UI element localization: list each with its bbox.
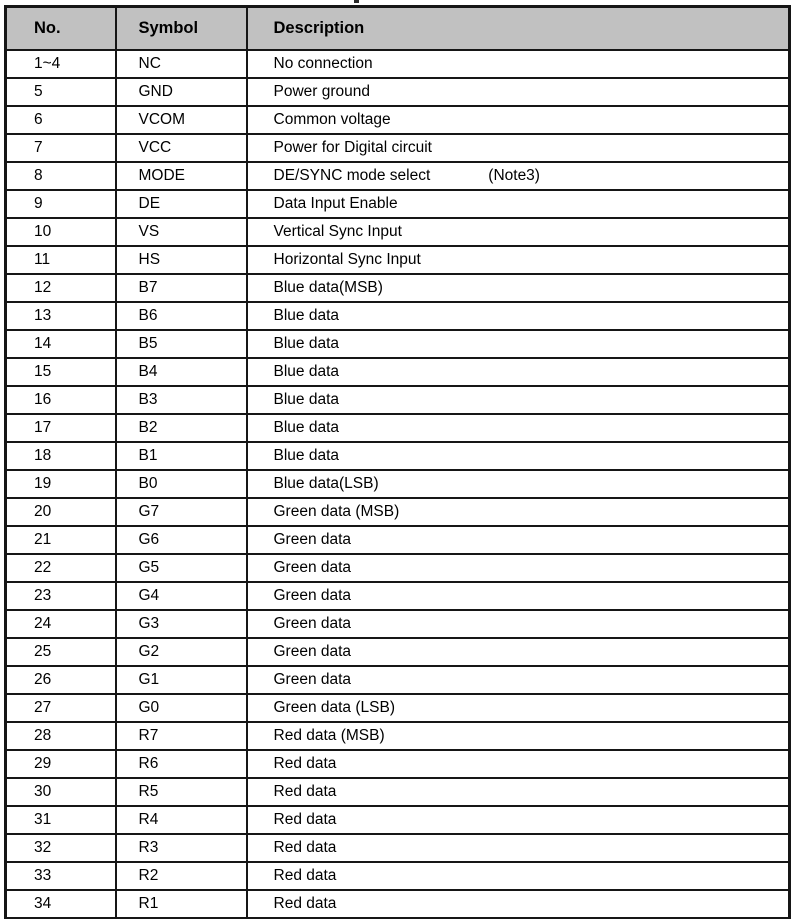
cell-pin-no: 20 — [6, 498, 116, 526]
table-row — [6, 330, 790, 358]
cell-pin-no: 6 — [6, 106, 116, 134]
cell-description — [247, 722, 790, 750]
table-row — [6, 162, 790, 190]
cell-symbol: B3 — [116, 386, 247, 414]
cell-description — [247, 750, 790, 778]
description-text: Red data — [273, 811, 337, 828]
description-text: Vertical Sync Input — [273, 223, 402, 240]
cell-description — [247, 302, 790, 330]
pin-description-table — [4, 5, 791, 919]
table-row — [6, 806, 790, 834]
header-cell-description: Description — [247, 7, 790, 51]
cell-symbol: VCOM — [116, 106, 247, 134]
cell-symbol: G7 — [116, 498, 247, 526]
cell-symbol: NC — [116, 50, 247, 78]
table-row — [6, 694, 790, 722]
description-text: Green data — [273, 531, 352, 548]
cell-symbol: B6 — [116, 302, 247, 330]
description-text: Red data (MSB) — [273, 727, 385, 744]
cell-pin-no: 31 — [6, 806, 116, 834]
cell-symbol: R1 — [116, 890, 247, 919]
cell-description — [247, 274, 790, 302]
header-row — [6, 7, 790, 51]
table-row — [6, 302, 790, 330]
table-row — [6, 778, 790, 806]
description-text: Red data — [273, 783, 337, 800]
crop-artifact — [354, 0, 359, 3]
table-row — [6, 106, 790, 134]
cell-pin-no: 33 — [6, 862, 116, 890]
cell-symbol: R7 — [116, 722, 247, 750]
cell-pin-no: 21 — [6, 526, 116, 554]
cell-description — [247, 890, 790, 919]
cell-description — [247, 78, 790, 106]
description-text: No connection — [273, 55, 373, 72]
cell-symbol: G2 — [116, 638, 247, 666]
description-text: Power for Digital circuit — [273, 139, 432, 156]
description-text: Red data — [273, 867, 337, 884]
description-text: Green data (LSB) — [273, 699, 395, 716]
cell-symbol: G6 — [116, 526, 247, 554]
cell-pin-no: 11 — [6, 246, 116, 274]
cell-symbol: MODE — [116, 162, 247, 190]
cell-pin-no: 5 — [6, 78, 116, 106]
cell-pin-no: 28 — [6, 722, 116, 750]
description-text: Power ground — [273, 83, 371, 100]
cell-symbol: R4 — [116, 806, 247, 834]
cell-description — [247, 134, 790, 162]
cell-symbol: VS — [116, 218, 247, 246]
cell-symbol: R5 — [116, 778, 247, 806]
description-text: Blue data(LSB) — [273, 475, 379, 492]
description-text: Blue data — [273, 335, 339, 352]
cell-description — [247, 190, 790, 218]
description-text: Green data — [273, 615, 352, 632]
cell-pin-no: 34 — [6, 890, 116, 919]
cell-symbol: DE — [116, 190, 247, 218]
description-text: Data Input Enable — [273, 195, 398, 212]
cell-symbol: B1 — [116, 442, 247, 470]
table-row — [6, 470, 790, 498]
cell-description — [247, 50, 790, 78]
cell-pin-no: 23 — [6, 582, 116, 610]
cell-pin-no: 32 — [6, 834, 116, 862]
table-row — [6, 862, 790, 890]
cell-pin-no: 1~4 — [6, 50, 116, 78]
cell-symbol: B7 — [116, 274, 247, 302]
cell-pin-no: 30 — [6, 778, 116, 806]
cell-pin-no: 17 — [6, 414, 116, 442]
cell-description — [247, 246, 790, 274]
header-cell-symbol: Symbol — [116, 7, 247, 51]
cell-symbol: B2 — [116, 414, 247, 442]
description-text: Red data — [273, 895, 337, 912]
cell-symbol: B5 — [116, 330, 247, 358]
cell-description — [247, 554, 790, 582]
cell-description — [247, 526, 790, 554]
cell-description — [247, 806, 790, 834]
table-row — [6, 526, 790, 554]
description-text: Blue data — [273, 363, 339, 380]
cell-symbol: G3 — [116, 610, 247, 638]
table-row — [6, 134, 790, 162]
table-row — [6, 414, 790, 442]
table-row — [6, 386, 790, 414]
table-row — [6, 190, 790, 218]
cell-description — [247, 218, 790, 246]
cell-description — [247, 834, 790, 862]
cell-description — [247, 162, 790, 190]
cell-symbol: G5 — [116, 554, 247, 582]
cell-pin-no: 8 — [6, 162, 116, 190]
table-body — [6, 50, 790, 919]
cell-pin-no: 19 — [6, 470, 116, 498]
table-row — [6, 722, 790, 750]
table-row — [6, 246, 790, 274]
cell-description — [247, 694, 790, 722]
cell-symbol: B4 — [116, 358, 247, 386]
cell-description — [247, 414, 790, 442]
cell-pin-no: 9 — [6, 190, 116, 218]
description-text: Green data — [273, 587, 352, 604]
cell-pin-no: 18 — [6, 442, 116, 470]
cell-description — [247, 442, 790, 470]
description-text: Green data — [273, 643, 352, 660]
table-row — [6, 890, 790, 919]
table-row — [6, 442, 790, 470]
cell-description — [247, 106, 790, 134]
cell-pin-no: 13 — [6, 302, 116, 330]
cell-pin-no: 22 — [6, 554, 116, 582]
table-row — [6, 582, 790, 610]
cell-description — [247, 778, 790, 806]
cell-pin-no: 29 — [6, 750, 116, 778]
cell-description — [247, 470, 790, 498]
description-text: Horizontal Sync Input — [273, 251, 421, 268]
cell-symbol: VCC — [116, 134, 247, 162]
cell-description — [247, 358, 790, 386]
table-row — [6, 554, 790, 582]
description-text: Red data — [273, 839, 337, 856]
cell-symbol: R3 — [116, 834, 247, 862]
table-row — [6, 358, 790, 386]
cell-pin-no: 24 — [6, 610, 116, 638]
cell-pin-no: 25 — [6, 638, 116, 666]
cell-symbol: G1 — [116, 666, 247, 694]
cell-description — [247, 610, 790, 638]
cell-description — [247, 386, 790, 414]
cell-description — [247, 666, 790, 694]
description-text: Red data — [273, 755, 337, 772]
table-row — [6, 834, 790, 862]
header-cell-no: No. — [6, 7, 116, 51]
cell-description — [247, 330, 790, 358]
table-row — [6, 78, 790, 106]
cell-pin-no: 16 — [6, 386, 116, 414]
cell-symbol: G0 — [116, 694, 247, 722]
table-row — [6, 498, 790, 526]
cell-symbol: GND — [116, 78, 247, 106]
description-text: Green data — [273, 671, 352, 688]
note-text: (Note3) — [488, 167, 540, 184]
description-text: Blue data — [273, 419, 339, 436]
description-text: Green data — [273, 559, 352, 576]
description-text: DE/SYNC mode select — [273, 167, 431, 184]
table-row — [6, 50, 790, 78]
table-row — [6, 750, 790, 778]
cell-pin-no: 10 — [6, 218, 116, 246]
table-row — [6, 638, 790, 666]
cell-symbol: HS — [116, 246, 247, 274]
description-text: Blue data(MSB) — [273, 279, 383, 296]
cell-pin-no: 26 — [6, 666, 116, 694]
description-text: Blue data — [273, 307, 339, 324]
cell-description — [247, 498, 790, 526]
cell-description — [247, 638, 790, 666]
table-row — [6, 610, 790, 638]
cell-symbol: R6 — [116, 750, 247, 778]
table-row — [6, 666, 790, 694]
cell-description — [247, 582, 790, 610]
cell-pin-no: 15 — [6, 358, 116, 386]
cell-pin-no: 27 — [6, 694, 116, 722]
table-header — [6, 7, 790, 51]
table-row — [6, 218, 790, 246]
description-text: Common voltage — [273, 111, 391, 128]
cell-description — [247, 862, 790, 890]
cell-symbol: G4 — [116, 582, 247, 610]
cell-pin-no: 14 — [6, 330, 116, 358]
cell-pin-no: 12 — [6, 274, 116, 302]
cell-symbol: B0 — [116, 470, 247, 498]
cell-symbol: R2 — [116, 862, 247, 890]
description-text: Green data (MSB) — [273, 503, 400, 520]
table-row — [6, 274, 790, 302]
cell-pin-no: 7 — [6, 134, 116, 162]
description-text: Blue data — [273, 391, 339, 408]
pin-description-table-wrap — [4, 5, 791, 919]
description-text: Blue data — [273, 447, 339, 464]
